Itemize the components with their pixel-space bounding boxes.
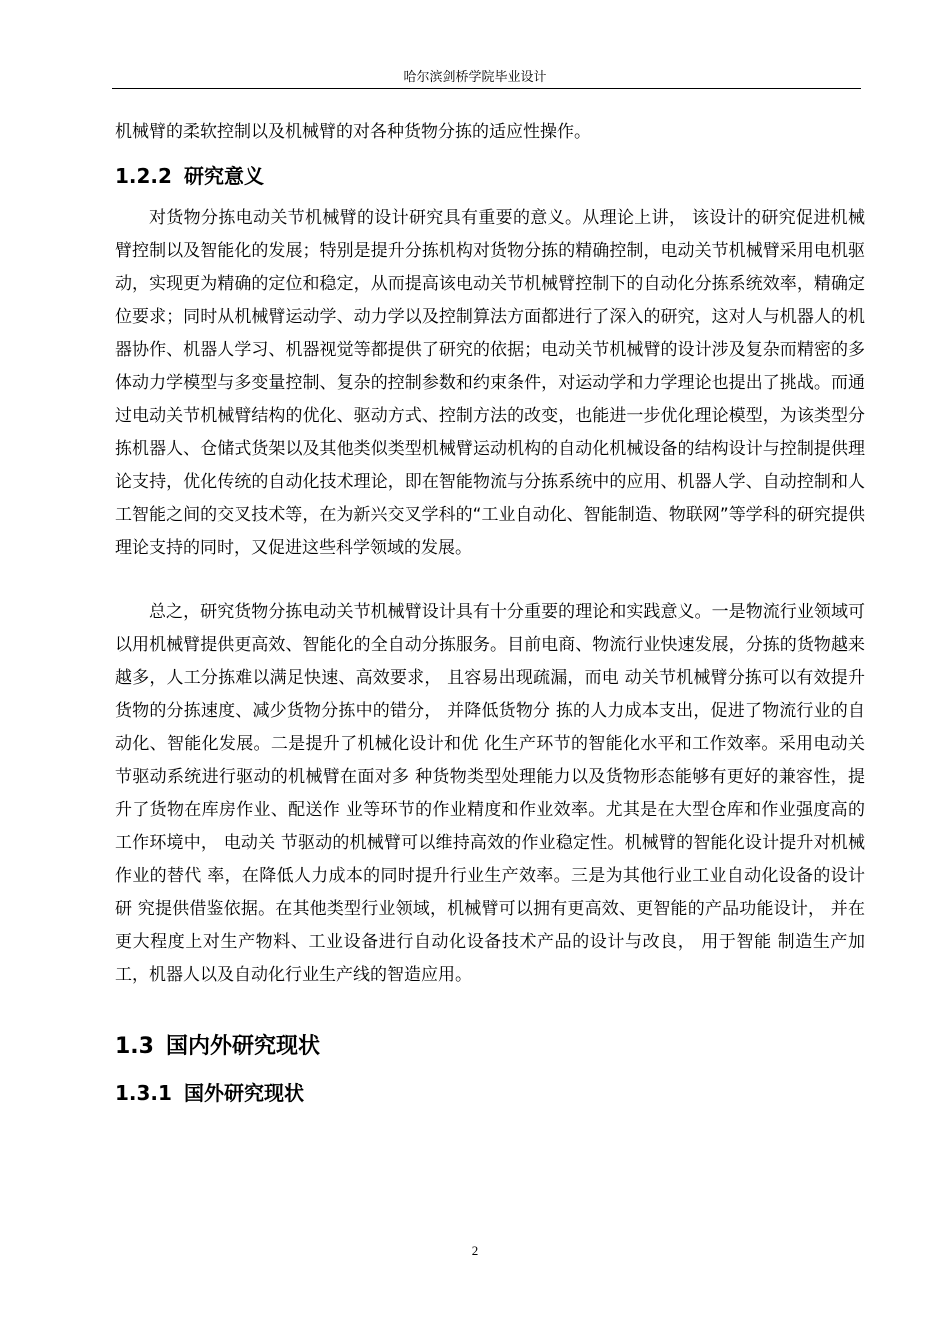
heading-text: 研究意义: [183, 164, 264, 188]
header-divider: [112, 88, 861, 89]
heading-1-2-2: [115, 160, 264, 189]
heading-1-3-1: [115, 1077, 304, 1106]
heading-text: 国外研究现状: [183, 1081, 304, 1105]
heading-1-3: [115, 1029, 320, 1060]
heading-text: 国内外研究现状: [165, 1034, 320, 1059]
heading-number: 1.3.1: [115, 1081, 172, 1105]
heading-number: 1.2.2: [115, 164, 172, 188]
paragraph-research-significance: 对货物分拣电动关节机械臂的设计研究具有重要的意义。从理论上讲， 该设计的研究促进机械臂控制以及智能化的发展；特别是提升分拣机构对货物分拣的精确控制，电动关节机械臂采用电机驱动，实现更为精确的定位和稳定，从而提高该电动关节机械臂控制下的自动化分拣系统效率，精确定位要求；同时从机械臂运动学、动力学以及控制算法方面都进行了深入的研究，这对人与机器人的机器协作、机器人学习、机器视觉等都提供了研究的依据；电动关节机械臂的设计涉及复杂而精密的多体动力学模型与多变量控制、复杂的控制参数和约束条件，对运动学和力学理论也提出了挑战。而通过电动关节机械臂结构的优化、驱动方式、控制方法的改变，也能进一步优化理论模型，为该类型分拣机器人、仓储式货架以及其他类似类型机械臂运动机构的自动化机械设备的结构设计与控制提供理论支持，优化传统的自动化技术理论，即在智能物流与分拣系统中的应用、机器人学、自动控制和人工智能之间的交叉技术等，在为新兴交叉学科的“工业自动化、智能制造、物联网”等学科的研究提供理论支持的同时，又促进这些科学领域的发展。: [115, 208, 865, 558]
intro-line: 机械臂的柔软控制以及机械臂的对各种货物分拣的适应性操作。: [115, 122, 591, 142]
header-title: 哈尔滨剑桥学院毕业设计: [403, 70, 547, 85]
heading-number: 1.3: [115, 1034, 154, 1059]
paragraph-summary: 总之，研究货物分拣电动关节机械臂设计具有十分重要的理论和实践意义。一是物流行业领域可以用机械臂提供更高效、智能化的全自动分拣服务。目前电商、物流行业快速发展，分拣的货物越来越多，人工分拣难以满足快速、高效要求， 且容易出现疏漏，而电 动关节机械臂分拣可以有效提升货物的分拣速度、减少货物分拣中的错分， 并降低货物分 拣的人力成本支出，促进了物流行业的自动化、智能化发展。二是提升了机械化设计和优 化生产环节的智能化水平和工作效率。采用电动关节驱动系统进行驱动的机械臂在面对多 种货物类型处理能力以及货物形态能够有更好的兼容性，提升了货物在库房作业、配送作 业等环节的作业精度和作业效率。尤其是在大型仓库和作业强度高的工作环境中， 电动关 节驱动的机械臂可以维持高效的作业稳定性。机械臂的智能化设计提升对机械作业的替代 率，在降低人力成本的同时提升行业生产效率。三是为其他行业工业自动化设备的设计研 究提供借鉴依据。在其他类型行业领域，机械臂可以拥有更高效、更智能的产品功能设计， 并在更大程度上对生产物料、工业设备进行自动化设备技术产品的设计与改良， 用于智能 制造生产加工，机器人以及自动化行业生产线的智造应用。: [115, 602, 865, 985]
page-number: 2: [471, 1243, 479, 1258]
